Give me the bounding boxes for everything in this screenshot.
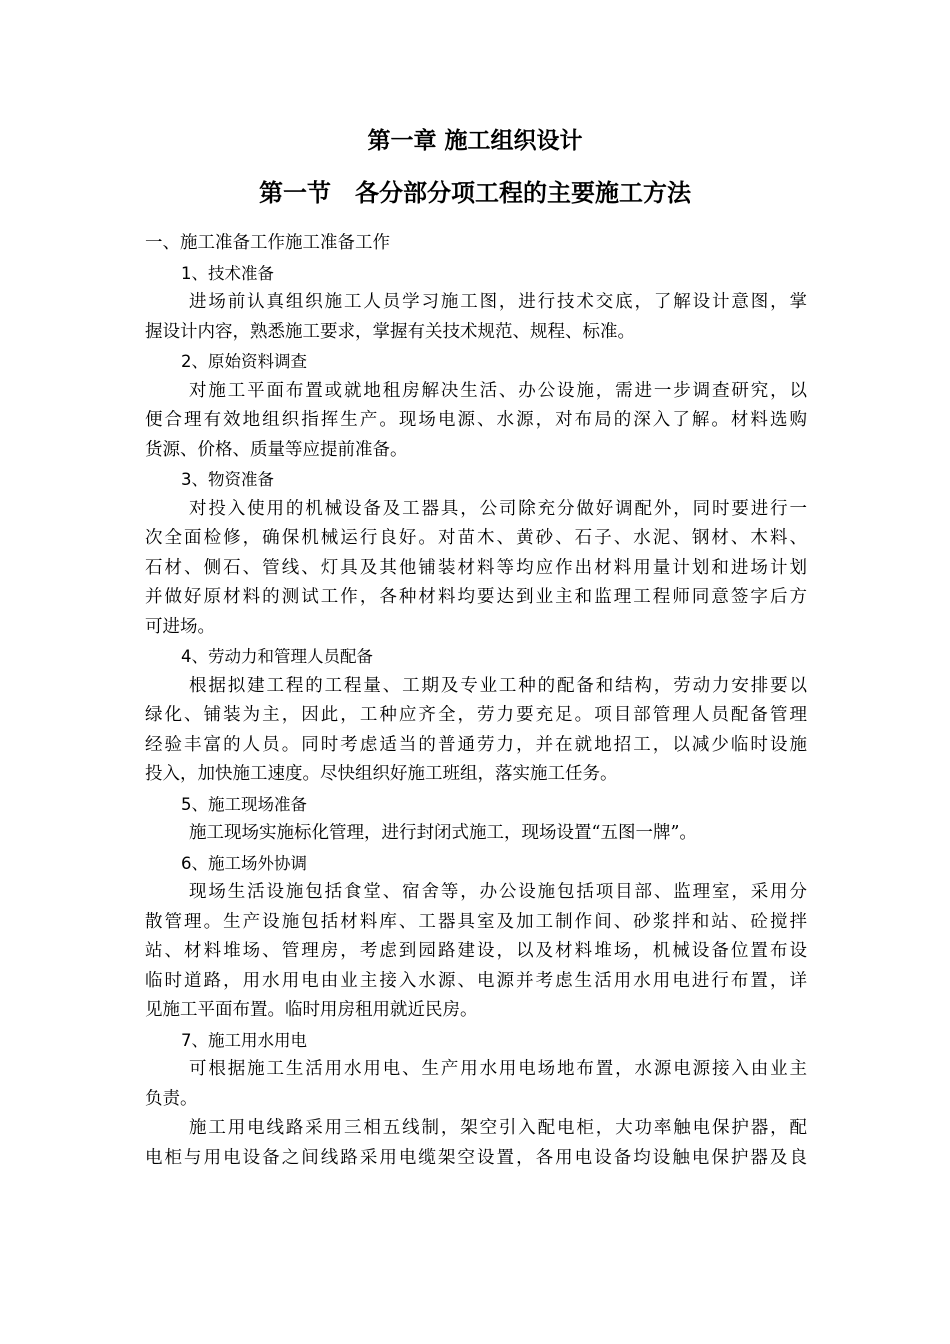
section-title-number: 第一节 bbox=[259, 179, 331, 207]
paragraph-line: 绿化、铺装为主，因此，工种应齐全，劳力要充足。项目部管理人员配备管理 bbox=[145, 705, 807, 725]
paragraph-line: 电柜与用电设备之间线路采用电缆架空设置，各用电设备均设触电保护器及良 bbox=[145, 1147, 807, 1168]
paragraph-line: 便合理有效地组织指挥生产。现场电源、水源，对布局的深入了解。材料选购 bbox=[145, 410, 807, 430]
paragraph-line: 货源、价格、质量等应提前准备。 bbox=[145, 439, 408, 460]
paragraph-line: 经验丰富的人员。同时考虑适当的普通劳力，并在就地招工，以减少临时设施 bbox=[145, 734, 807, 755]
paragraph-line: 可进场。 bbox=[145, 616, 215, 637]
subheading-technical-preparation: 1、技术准备 bbox=[181, 263, 274, 283]
section-title bbox=[0, 175, 950, 211]
paragraph-line: 负责。 bbox=[145, 1088, 198, 1109]
paragraph-line: 施工现场实施标化管理，进行封闭式施工，现场设置“五图一牌”。 bbox=[189, 823, 697, 843]
subheading-material-preparation: 3、物资准备 bbox=[181, 470, 274, 489]
section-title-text: 各分部分项工程的主要施工方法 bbox=[355, 179, 691, 207]
chapter-title: 第一章 施工组织设计 bbox=[367, 128, 583, 154]
paragraph-line: 可根据施工生活用水用电、生产用水用电场地布置，水源电源接入由业主 bbox=[189, 1059, 807, 1079]
paragraph-line: 并做好原材料的测试工作，各种材料均要达到业主和监理工程师同意签字后方 bbox=[145, 587, 807, 607]
paragraph-line: 施工用电线路采用三相五线制，架空引入配电柜，大功率触电保护器，配 bbox=[189, 1118, 807, 1138]
paragraph-line: 次全面检修，确保机械运行良好。对苗木、黄砂、石子、水泥、钢材、木料、 bbox=[145, 528, 807, 548]
heading-level-1: 一、施工准备工作施工准备工作 bbox=[145, 233, 390, 253]
subheading-site-preparation: 5、施工现场准备 bbox=[181, 794, 307, 814]
document-body bbox=[145, 229, 807, 1173]
paragraph-line: 根据拟建工程的工程量、工期及专业工种的配备和结构，劳动力安排要以 bbox=[189, 675, 807, 696]
subheading-external-coordination: 6、施工场外协调 bbox=[181, 853, 307, 873]
subheading-site-survey: 2、原始资料调查 bbox=[181, 352, 307, 371]
paragraph-line: 散管理。生产设施包括材料库、工器具室及加工制作间、砂浆拌和站、砼搅拌 bbox=[145, 911, 807, 932]
paragraph-line: 临时道路，用水用电由业主接入水源、电源并考虑生活用水用电进行布置，详 bbox=[145, 970, 807, 991]
subheading-water-electricity: 7、施工用水用电 bbox=[181, 1030, 307, 1050]
paragraph-line: 石材、侧石、管线、灯具及其他铺装材料等均应作出材料用量计划和进场计划 bbox=[145, 557, 807, 578]
paragraph-line: 投入，加快施工速度。尽快组织好施工班组，落实施工任务。 bbox=[145, 764, 618, 784]
paragraph-line: 站、材料堆场、管理房，考虑到园路建设，以及材料堆场，机械设备位置布设 bbox=[145, 941, 807, 961]
paragraph-line: 进场前认真组织施工人员学习施工图，进行技术交底，了解设计意图，掌 bbox=[189, 292, 807, 312]
paragraph-line: 对施工平面布置或就地租房解决生活、办公设施，需进一步调查研究，以 bbox=[189, 380, 807, 401]
paragraph-line: 见施工平面布置。临时用房租用就近民房。 bbox=[145, 1000, 478, 1020]
paragraph-line: 现场生活设施包括食堂、宿舍等，办公设施包括项目部、监理室，采用分 bbox=[189, 882, 807, 902]
subheading-labor-staffing: 4、劳动力和管理人员配备 bbox=[181, 647, 373, 666]
paragraph-line: 对投入使用的机械设备及工器具，公司除充分做好调配外，同时要进行一 bbox=[189, 498, 807, 519]
paragraph-line: 握设计内容，熟悉施工要求，掌握有关技术规范、规程、标准。 bbox=[145, 321, 635, 342]
